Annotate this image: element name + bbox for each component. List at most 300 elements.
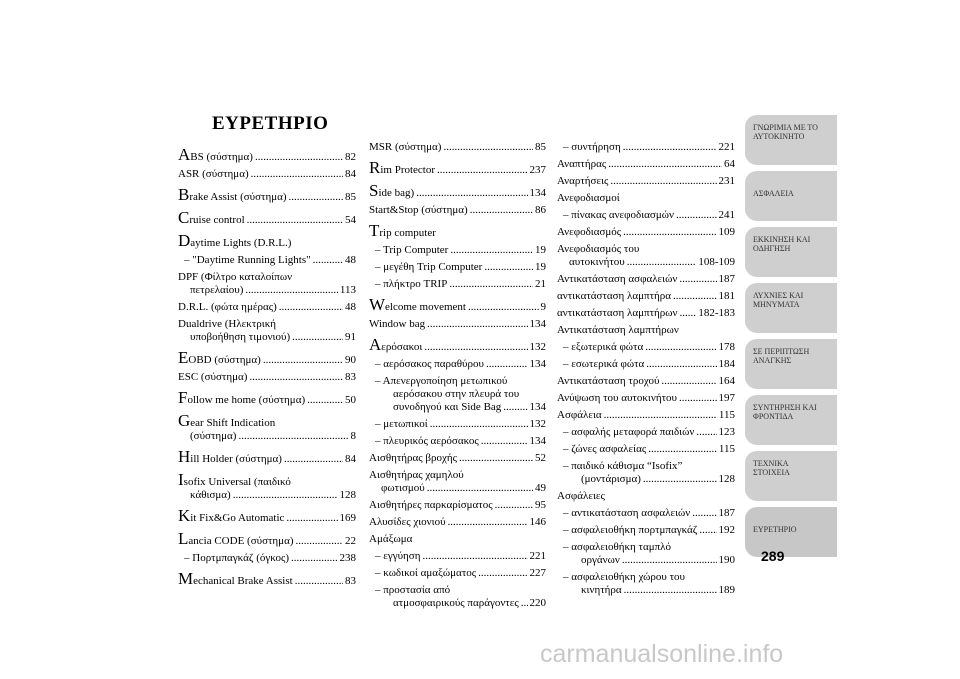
entry-initial: K [178,506,191,525]
entry-text: ESC (σύστημα) [178,371,248,383]
index-entry [369,204,546,217]
index-entry [369,297,546,314]
entry-text: Ασφάλεια [557,409,602,421]
page-ref: 241 [718,209,735,221]
page-ref: 113 [339,284,356,296]
entry-line [563,571,735,584]
leader-dots [424,341,527,354]
index-entry [557,375,735,388]
entry-text: Ανύψωση του αυτοκινήτου [557,392,677,404]
entry-text-rest: aytime Lights (D.R.L.) [190,237,292,249]
page-ref: 84 [345,453,356,465]
page-ref: 52 [535,452,546,464]
entry-text: Αισθητήρας χαμηλού [369,469,464,481]
entry-initial: E [178,348,189,367]
leader-dots [430,418,528,431]
page-number: 289 [761,548,785,564]
leader-dots [608,158,722,171]
leader-dots [251,168,343,181]
page-ref: 50 [345,394,356,406]
page-ref: 48 [345,254,356,266]
entry-initial: A [369,335,382,354]
watermark: carmanualsonline.info [540,640,784,668]
leader-dots [676,209,717,222]
entry-text: – πίνακας ανεφοδιασμών [563,209,674,221]
page-ref: 91 [345,331,356,343]
entry-text-rest: im Protector [380,164,436,176]
index-entry [557,290,735,303]
page-ref: 95 [535,499,546,511]
index-entry [369,375,546,414]
index-entry [369,533,546,546]
entry-text-rest: rake Assist (σύστημα) [189,191,287,203]
leader-dots [284,453,343,466]
entry-text [178,508,284,525]
leader-dots [289,191,343,204]
section-tab-8 [745,507,837,557]
index-entry [178,233,356,250]
entry-text-rest: ruise control [189,214,245,226]
page-ref: 8 [350,430,356,442]
page-ref: 19 [535,244,546,256]
entry-text [369,223,436,240]
page-ref: 123 [718,426,735,438]
leader-dots [673,290,716,303]
entry-text-rest: ill Holder (σύστημα) [190,453,282,465]
page-ref: 146 [529,516,546,528]
tab-label-line: ΑΥΤΟΚΙΝΗΤΟ [753,132,805,141]
entry-line [369,482,546,495]
index-entry [557,324,735,337]
index-entry [557,571,735,597]
index-entry [369,318,546,331]
entry-text: – κωδικοί αμαξώματος [375,567,477,579]
index-entry [178,271,356,297]
tab-label-line: ΓΝΩΡΙΜΙΑ ΜΕ ΤΟ [753,123,818,132]
page-ref: 164 [718,375,735,387]
entry-text: Window bag [369,318,426,330]
leader-dots [648,443,717,456]
section-tab-5 [745,339,837,389]
index-entry [557,426,735,439]
leader-dots [679,392,717,405]
page-ref: 115 [718,409,735,421]
leader-dots [679,273,716,286]
entry-line [563,554,735,567]
page-ref: 181 [718,290,735,302]
page-ref: 115 [718,443,735,455]
leader-dots [503,401,527,414]
entry-line [178,413,356,430]
entry-text: – εξωτερικά φώτα [563,341,644,353]
index-entry [557,226,735,239]
index-entry [557,443,735,456]
page-ref: 90 [345,354,356,366]
index-entry [557,460,735,486]
entry-text: (σύστημα) [190,430,237,442]
tab-label-line: ΤΕΧΝΙΚΑ [753,459,789,468]
entry-text: Αισθητήρες παρκαρίσματος [369,499,493,511]
entry-text: Αναπτήρας [557,158,607,170]
index-entry [557,490,735,503]
entry-text: D.R.L. (φώτα ημέρας) [178,301,277,313]
index-entry [557,341,735,354]
leader-dots [255,151,343,164]
page-ref: 82 [345,151,356,163]
entry-text: – ασφαλειοθήκη πορτμπαγκάζ [563,524,698,536]
index-entry [557,392,735,405]
entry-text-rest: ide bag) [378,187,415,199]
index-entry [178,147,356,164]
entry-text [178,187,287,204]
entry-text: Αισθητήρας βροχής [369,452,457,464]
tab-label-line: ΕΥΡΕΤΗΡΙΟ [753,525,797,534]
entry-text: κάθισμα) [190,489,231,501]
leader-dots [622,554,717,567]
leader-dots [481,435,528,448]
entry-text [178,390,305,407]
index-entry [178,371,356,384]
entry-text: Αντικατάσταση λαμπτήρων [557,324,679,336]
entry-text [369,160,435,177]
page-ref: 83 [345,371,356,383]
leader-dots [313,254,343,267]
index-entry [369,516,546,529]
index-entry [178,210,356,227]
entry-text-rest: ερόσακοι [381,341,423,353]
index-entry [369,223,546,240]
entry-line [557,256,735,269]
index-column-2 [369,141,546,614]
section-tab-6 [745,395,837,445]
entry-text: DPF (Φίλτρο καταλοίπων [178,271,293,283]
entry-line [178,318,356,331]
index-entry [369,358,546,371]
index-entry [557,209,735,222]
entry-line [375,388,546,401]
entry-line [178,284,356,297]
entry-text: συνοδηγού και Side Bag [393,401,502,413]
page-ref: 227 [529,567,546,579]
entry-text [178,571,293,588]
entry-text: – αντικατάσταση ασφαλειών [563,507,691,519]
entry-line [369,469,546,482]
entry-text: ear Shift Indication [190,417,276,429]
entry-line [178,430,356,443]
index-entry [178,552,356,565]
index-entry [178,187,356,204]
entry-initial: S [369,181,379,200]
entry-line [563,584,735,597]
page-ref: 21 [535,278,546,290]
leader-dots [307,394,343,407]
entry-text: ατμοσφαιρικούς παράγοντες [393,597,519,609]
index-entry [557,158,735,171]
leader-dots [478,567,527,580]
entry-text: – προστασία από [375,584,451,596]
tab-label-line: ΑΣΦΑΛΕΙΑ [753,189,794,198]
entry-text: φωτισμού [381,482,425,494]
entry-text: (μοντάρισμα) [581,473,641,485]
page-ref: 221 [718,141,735,153]
tab-label-line: ΟΔΗΓΗΣΗ [753,244,791,253]
leader-dots [291,552,337,565]
leader-dots [696,426,716,439]
tab-label-line: ΛΥΧΝΙΕΣ ΚΑΙ [753,291,804,300]
leader-dots [448,516,528,529]
index-entry [369,160,546,177]
entry-text: – ασφαλειοθήκη ταμπλό [563,541,672,553]
entry-text: αερόσακου στην πλευρά του [393,388,520,400]
entry-text [369,183,414,200]
leader-dots [427,482,533,495]
leader-dots [437,164,527,177]
entry-initial: L [178,529,189,548]
entry-text: – πλευρικός αερόσακος [375,435,479,447]
entry-text: – Trip Computer [375,244,449,256]
tab-label-line: ΜΗΝΥΜΑΤΑ [753,300,800,309]
index-entry [369,278,546,291]
entry-text-rest: ancia CODE (σύστημα) [188,535,294,547]
index-entry [557,192,735,205]
page-ref: 64 [724,158,735,170]
entry-text [178,449,282,466]
entry-text: Αμάξωμα [369,533,413,545]
index-entry [557,524,735,537]
index-entry [369,499,546,512]
entry-line [563,473,735,486]
entry-initial: R [369,158,381,177]
entry-text-rest: echanical Brake Assist [193,575,293,587]
index-entry [178,254,356,267]
page-ref: 134 [529,318,546,330]
entry-text: – αερόσακος παραθύρου [375,358,484,370]
entry-text: Dualdrive (Ηλεκτρική [178,318,277,330]
index-entry [369,337,546,354]
entry-text [178,233,291,250]
page-ref: 86 [535,204,546,216]
entry-text: πετρελαίου) [190,284,244,296]
leader-dots [296,535,343,548]
entry-initial: M [178,569,194,588]
page-ref: 132 [529,341,546,353]
page-ref: 134 [529,435,546,447]
leader-dots [623,141,717,154]
entry-text: Αλυσίδες χιονιού [369,516,446,528]
page-ref: 187 [718,507,735,519]
page-ref: 134 [529,358,546,370]
index-entry [369,435,546,448]
index-entry [557,243,735,269]
page-ref: 221 [529,550,546,562]
leader-dots [604,409,717,422]
index-entry [178,168,356,181]
tab-label-line: ΣΥΝΤΗΡΗΣΗ ΚΑΙ [753,403,817,412]
index-entry [178,449,356,466]
entry-text: – Πορτμπαγκάζ (όγκος) [184,552,290,564]
entry-initial: C [178,208,190,227]
leader-dots [459,452,533,465]
leader-dots [643,473,717,486]
index-entry [178,413,356,443]
entry-text-rest: rip computer [379,227,436,239]
entry-text: οργάνων [581,554,620,566]
entry-text: MSR (σύστημα) [369,141,442,153]
index-entry [557,541,735,567]
page-ref: 9 [540,301,546,313]
entry-text [369,297,466,314]
entry-line [178,271,356,284]
entry-text [178,531,294,548]
entry-text: – μεγέθη Trip Computer [375,261,483,273]
page-ref: 128 [339,489,356,501]
section-tab-1 [745,115,837,165]
leader-dots [624,584,717,597]
leader-dots [661,375,716,388]
leader-dots [449,278,533,291]
page-ref: 48 [345,301,356,313]
leader-dots [450,244,533,257]
leader-dots [286,512,337,525]
leader-dots [484,261,533,274]
entry-text: Start&Stop (σύστημα) [369,204,468,216]
entry-text: Ανεφοδιασμός του [557,243,640,255]
section-tab-7 [745,451,837,501]
index-entry [557,307,735,320]
page-ref: 197 [718,392,735,404]
page-ref: 19 [535,261,546,273]
entry-text: – εσωτερικά φώτα [563,358,645,370]
entry-initial: A [178,145,191,164]
entry-text: αντικατάσταση λαμπτήρα [557,290,672,302]
entry-line [375,597,546,610]
tab-label-line: ΣΕ ΠΕΡΙΠΤΩΣΗ [753,347,810,356]
entry-initial: D [178,231,191,250]
entry-text: – Απενεργοποίηση μετωπικού [375,375,508,387]
page-ref: 109 [718,226,735,238]
entry-text-rest: BS (σύστημα) [190,151,253,163]
entry-text: Ασφάλειες [557,490,605,502]
entry-text: υποβοήθηση τιμονιού) [190,331,291,343]
page-ref: 83 [345,575,356,587]
entry-text [369,337,422,354]
index-entry [369,567,546,580]
entry-text: – ασφαλής μεταφορά παιδιών [563,426,695,438]
entry-initial: T [369,221,380,240]
entry-text: Αντικατάσταση τροχού [557,375,660,387]
tab-label-line: ΦΡΟΝΤΙΔΑ [753,412,794,421]
entry-line [563,460,735,473]
leader-dots [627,256,697,269]
index-entry [178,531,356,548]
page-ref: 192 [718,524,735,536]
page-title: ΕΥΡΕΤΗΡΙΟ [212,113,329,134]
index-entry [369,141,546,154]
entry-initial: G [178,411,191,430]
leader-dots [295,575,343,588]
page-ref: 22 [345,535,356,547]
leader-dots [427,318,527,331]
leader-dots [468,301,539,314]
entry-text [178,147,253,164]
leader-dots [679,307,696,320]
entry-initial: W [369,295,386,314]
index-entry [557,358,735,371]
index-entry [369,584,546,610]
leader-dots [623,226,716,239]
section-tab-2 [745,171,837,221]
leader-dots [610,175,716,188]
entry-line [375,584,546,597]
entry-line [375,375,546,388]
page-ref: 134 [529,401,546,413]
entry-text: – εγγύηση [375,550,421,562]
entry-initial: I [178,470,184,489]
leader-dots [279,301,343,314]
leader-dots [292,331,343,344]
leader-dots [247,214,343,227]
entry-text [178,210,245,227]
entry-text-rest: it Fix&Go Automatic [190,512,285,524]
section-tab-4 [745,283,837,333]
page-ref: 84 [345,168,356,180]
entry-initial: F [178,388,188,407]
entry-line [178,472,356,489]
index-entry [369,244,546,257]
index-entry [178,571,356,588]
index-entry [369,452,546,465]
index-entry [557,273,735,286]
page-ref: 189 [718,584,735,596]
entry-text: κινητήρα [581,584,622,596]
leader-dots [470,204,533,217]
leader-dots [486,358,528,371]
entry-text: – συντήρηση [563,141,621,153]
index-column-3 [557,141,735,601]
index-column-1 [178,141,356,592]
entry-text: αυτοκινήτου [569,256,625,268]
page-ref: 237 [529,164,546,176]
index-entry [178,472,356,502]
index-entry [369,261,546,274]
page-ref: 178 [718,341,735,353]
leader-dots [521,597,528,610]
entry-text-rest: ollow me home (σύστημα) [187,394,306,406]
tab-label-line: ΑΝΑΓΚΗΣ [753,356,792,365]
tab-label-line: ΕΚΚΙΝΗΣΗ ΚΑΙ [753,235,811,244]
page-ref: 238 [339,552,356,564]
index-entry [557,507,735,520]
index-entry [369,469,546,495]
entry-line [178,331,356,344]
entry-text: sofix Universal (παιδικό [183,476,291,488]
entry-line [375,401,546,414]
leader-dots [692,507,716,520]
entry-line [563,541,735,554]
entry-text: – παιδικό κάθισμα “Isofix” [563,460,683,472]
leader-dots [646,358,716,371]
entry-text: – "Daytime Running Lights" [184,254,311,266]
entry-text: – πλήκτρο TRIP [375,278,448,290]
page-ref: 49 [535,482,546,494]
leader-dots [422,550,527,563]
page-ref: 220 [529,597,546,609]
index-entry [557,409,735,422]
page-ref: 231 [718,175,735,187]
page-ref: 134 [529,187,546,199]
index-entry [178,390,356,407]
leader-dots [699,524,716,537]
